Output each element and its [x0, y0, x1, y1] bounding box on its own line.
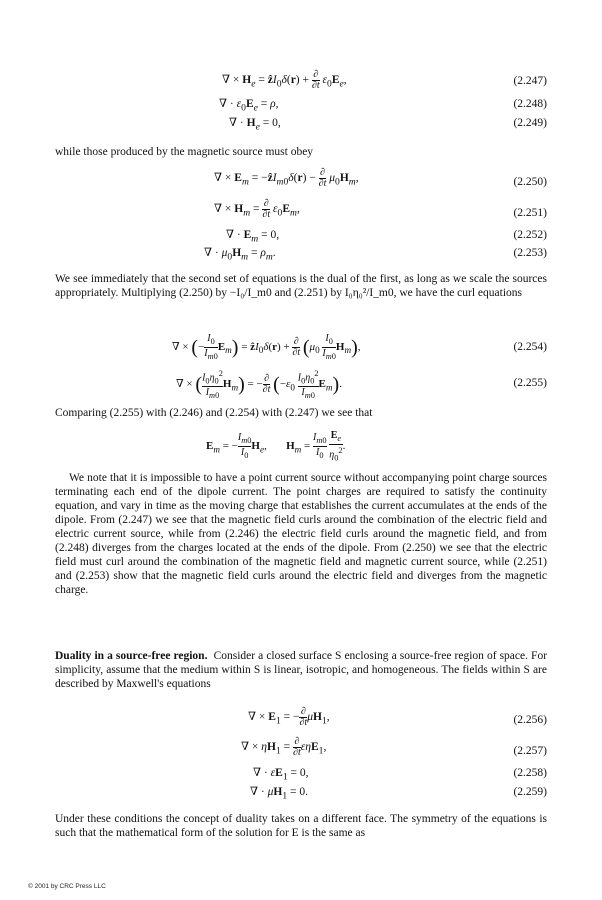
equation-2-248: ∇ · $\varepsilon_0E_e = \rho$, [219, 98, 279, 114]
equation-2-247: ∇ × $H_e$ = ẑI$_0$δ(r) + ∂ ∂t $\varepsilon_0E_e$, [222, 69, 347, 91]
paragraph-comparing: Comparing (2.255) with (2.246) and (2.254) with (2.247) we see that [55, 407, 373, 419]
paragraph-source-free [55, 649, 547, 691]
equation-number-2-256: (2.256) [513, 714, 547, 726]
equation-2-251: ∇ × $H_m$ = ∂ ∂t $\varepsilon_0E_m$, [214, 198, 300, 220]
equation-2-250: ∇ × $E_m$ = −ẑI$_{m0}$δ(r) − ∂ ∂t $\mu_0H_m$, [214, 167, 359, 189]
equation-2-258: ∇ · $\varepsilon E_1 = 0$, [253, 767, 309, 783]
equation-em-hm-relation: $E_m$ = − $\frac{I_{m0}}{I_0}$ $H_e$, $H_m$ = $\frac{I_{m0}}{I_0}$ $\frac{E_e}{\eta_0^2}$ . [206, 430, 346, 463]
section-heading: Duality in a source-free region. [55, 650, 208, 662]
equation-number-2-249: (2.249) [513, 117, 547, 129]
copyright-footer: © 2001 by CRC Press LLC [28, 883, 106, 890]
equation-number-2-258: (2.258) [513, 767, 547, 779]
equation-2-252: ∇ · $E_m = 0$, [226, 229, 280, 245]
equation-number-2-257: (2.257) [513, 745, 547, 757]
equation-number-2-255: (2.255) [513, 377, 547, 389]
equation-number-2-253: (2.253) [513, 247, 547, 259]
equation-number-2-251: (2.251) [513, 207, 547, 219]
equation-number-2-254: (2.254) [513, 341, 547, 353]
equation-number-2-250: (2.250) [513, 176, 547, 188]
paragraph-magnetic-source: while those produced by the magnetic source must obey [55, 146, 314, 158]
equation-2-255: ∇ × ( $\frac{I_0\eta_0^2}{I_{m0}}$ $H_m$) = − ∂ ∂t ($-\varepsilon_0$ $\frac{I_0\eta_0^2}{I_{m0}}$ $E_m$). [176, 369, 342, 401]
equation-2-259: ∇ · $\mu H_1 = 0$. [250, 786, 309, 802]
equation-2-253: ∇ · $\mu_0H_m = \rho_m$. [204, 247, 276, 263]
equation-number-2-248: (2.248) [513, 98, 547, 110]
equation-2-256: ∇ × $E_1$ = − ∂ ∂t $\mu H_1$, [248, 706, 330, 728]
equation-number-2-247: (2.247) [513, 75, 547, 87]
equation-2-249: ∇ · $H_e = 0$, [229, 117, 281, 133]
section-body: Consider a closed surface S enclosing a source-free region of space. For simplicity, assume that the medium within S is linear, isotropic, and homogeneous. The fields within S are described by Maxwell's equations [55, 650, 548, 690]
paragraph-duality-face: Under these conditions the concept of duality takes on a different face. The symmetry of the equations is such that the mathematical form of the solution for E is the same as [55, 813, 547, 839]
equation-2-257: ∇ × $\eta H_1$ = ∂ ∂t εηE$_1$, [241, 736, 327, 758]
equation-number-2-252: (2.252) [513, 229, 547, 241]
equation-2-254: ∇ × (− $\frac{I_0}{I_{m0}}$ $E_m$) = ẑI$_0$δ(r) + ∂ ∂t ($\mu_0$ $\frac{I_0}{I_{m0}}$ $H_m$), [172, 333, 361, 361]
equation-number-2-259: (2.259) [513, 786, 547, 798]
paragraph-point-current: We note that it is impossible to have a point current source without accompanying point charge sources terminating each end of the dipole current. The point charges are required to satisfy the continuity equation, and vary in time as the moving charge that establishes the current accumulates at the ends of the dipole. From (2.247) we see that the magnetic field curls around the combination of the electric field and electric current source, while from (2.246) the electric field curls around the magnetic field, and from (2.248) diverges from the charges located at the ends of the dipole. From (2.250) we see that the electric field must curl around the combination of the magnetic field and magnetic current source, while (2.251) and (2.253) show that the magnetic field curls around the electric field and diverges from the magnetic charge. [55, 472, 547, 596]
paragraph-dual-sources: We see immediately that the second set of equations is the dual of the first, as long as we scale the sources appropriately. Multiplying (2.250) by −I₀/I_m0 and (2.251) by I₀η₀²/I_m0, we have the curl equations [55, 273, 547, 299]
